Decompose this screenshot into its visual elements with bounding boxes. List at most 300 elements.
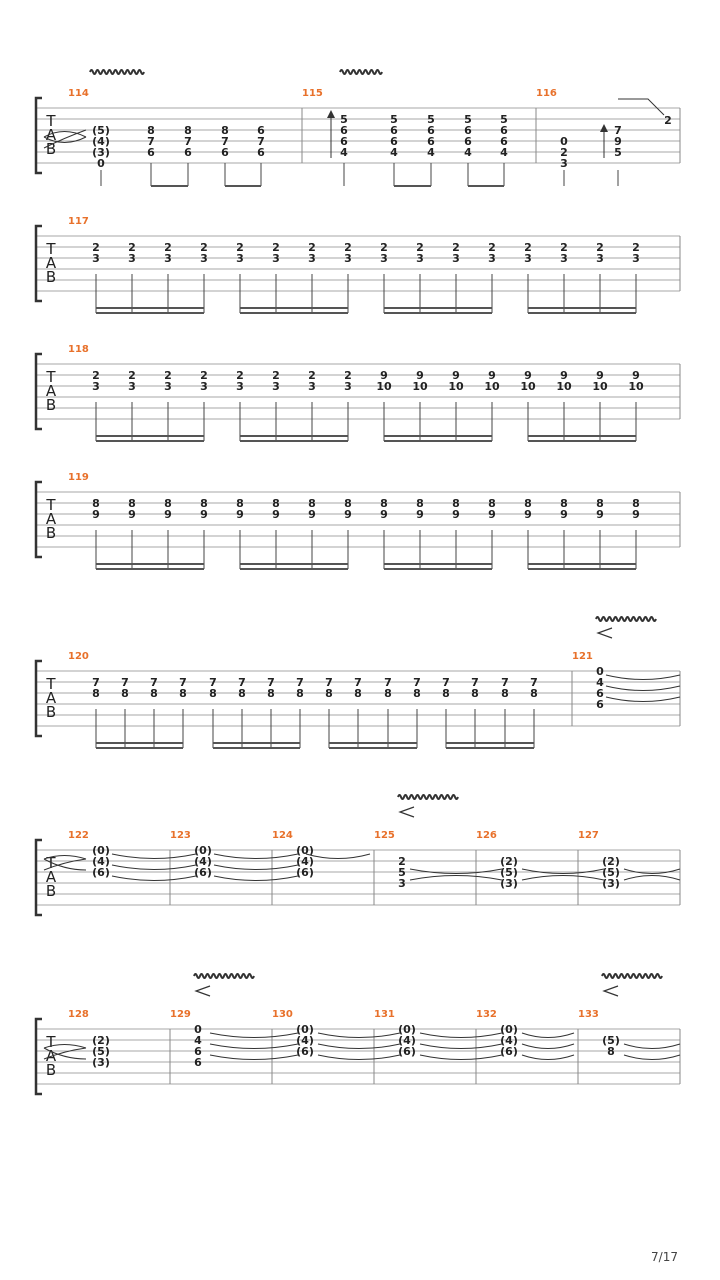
tie xyxy=(112,876,196,881)
fret-number: 7 xyxy=(238,676,246,689)
fret-number: 9 xyxy=(128,508,136,521)
fret-number: 2 xyxy=(398,855,406,868)
fret-number: (2) xyxy=(92,1034,110,1047)
tab-clef-b: B xyxy=(45,882,57,900)
fret-number: 2 xyxy=(452,241,460,254)
fret-number: 2 xyxy=(488,241,496,254)
fret-number: 7 xyxy=(184,135,192,148)
fret-number: 2 xyxy=(236,369,244,382)
fret-number: 9 xyxy=(380,369,388,382)
fret-number: 2 xyxy=(344,369,352,382)
fret-number: 8 xyxy=(308,497,316,510)
fret-number: 7 xyxy=(92,676,100,689)
fret-number: 7 xyxy=(442,676,450,689)
fret-number: 7 xyxy=(179,676,187,689)
tie xyxy=(210,1033,298,1038)
tie xyxy=(420,1055,502,1060)
fret-number: 6 xyxy=(464,124,472,137)
fret-number: 6 xyxy=(194,1045,202,1058)
tie xyxy=(318,1055,400,1060)
tie xyxy=(318,1044,400,1049)
fret-number: 3 xyxy=(128,252,136,265)
tab-clef-t: T xyxy=(46,854,56,872)
fret-number: 6 xyxy=(427,135,435,148)
fret-number: (0) xyxy=(296,844,314,857)
fret-number: 8 xyxy=(92,687,100,700)
fret-number: 9 xyxy=(524,508,532,521)
tie xyxy=(420,1033,502,1038)
fret-number: 2 xyxy=(272,241,280,254)
fret-number: 8 xyxy=(267,687,275,700)
fret-number: (4) xyxy=(296,855,314,868)
measure-number: 119 xyxy=(68,472,89,483)
fret-number: 3 xyxy=(200,252,208,265)
tab-clef-b: B xyxy=(45,140,57,158)
fret-number: 9 xyxy=(236,508,244,521)
tab-clef-a: A xyxy=(45,510,57,528)
fret-number: 4 xyxy=(390,146,398,159)
tab-clef-t: T xyxy=(46,240,56,258)
tab-clef-t: T xyxy=(46,368,56,386)
fret-number: 0 xyxy=(560,135,568,148)
system-bracket xyxy=(36,482,42,557)
fret-number: 3 xyxy=(416,252,424,265)
fret-number: (0) xyxy=(398,1023,416,1036)
fret-number: 6 xyxy=(500,135,508,148)
fret-number: 5 xyxy=(427,113,435,126)
fret-number: (5) xyxy=(602,866,620,879)
tab-clef-a: A xyxy=(45,382,57,400)
fret-number: (4) xyxy=(194,855,212,868)
fret-number: 3 xyxy=(344,380,352,393)
fret-number: 2 xyxy=(308,241,316,254)
fret-number: 8 xyxy=(184,124,192,137)
tie xyxy=(214,876,298,881)
measure-number: 131 xyxy=(374,1009,395,1020)
tab-clef-b: B xyxy=(45,1061,57,1079)
tie xyxy=(112,865,196,870)
fret-number: 8 xyxy=(344,497,352,510)
tie xyxy=(210,1044,298,1049)
tie xyxy=(306,854,370,859)
fret-number: 10 xyxy=(412,380,428,393)
fret-number: 9 xyxy=(452,369,460,382)
fret-number: 3 xyxy=(92,252,100,265)
measure-number: 127 xyxy=(578,830,599,841)
vibrato-mark xyxy=(596,617,656,621)
fret-number: 9 xyxy=(488,369,496,382)
fret-number: (6) xyxy=(296,1045,314,1058)
fret-number: 9 xyxy=(416,508,424,521)
fret-number: 2 xyxy=(560,241,568,254)
tab-clef-t: T xyxy=(46,496,56,514)
measure-number: 117 xyxy=(68,216,89,227)
vibrato-mark xyxy=(602,974,662,978)
fret-number: 9 xyxy=(272,508,280,521)
fret-number: 9 xyxy=(596,369,604,382)
measure-number: 122 xyxy=(68,830,89,841)
fret-number: 2 xyxy=(272,369,280,382)
fret-number: 9 xyxy=(416,369,424,382)
fret-number: (6) xyxy=(398,1045,416,1058)
fret-number: (6) xyxy=(194,866,212,879)
fret-number: 2 xyxy=(344,241,352,254)
fret-number: (5) xyxy=(92,1045,110,1058)
fret-number: 0 xyxy=(194,1023,202,1036)
fret-number: 9 xyxy=(614,135,622,148)
fret-number: 7 xyxy=(147,135,155,148)
measure-number: 116 xyxy=(536,88,557,99)
fret-number: 5 xyxy=(340,113,348,126)
tie xyxy=(420,1044,502,1049)
fret-number: 4 xyxy=(464,146,472,159)
fret-number: (4) xyxy=(296,1034,314,1047)
crescendo-mark xyxy=(598,628,612,638)
fret-number: 8 xyxy=(221,124,229,137)
tab-clef-a: A xyxy=(45,689,57,707)
fret-number: 3 xyxy=(560,157,568,170)
fret-number: 8 xyxy=(209,687,217,700)
tie xyxy=(112,854,196,859)
fret-number: 10 xyxy=(484,380,500,393)
fret-number: 7 xyxy=(121,676,129,689)
fret-number: 8 xyxy=(452,497,460,510)
fret-number: 2 xyxy=(380,241,388,254)
system-bracket xyxy=(36,1019,42,1094)
tie xyxy=(624,1055,680,1060)
fret-number: 7 xyxy=(267,676,275,689)
fret-number: 7 xyxy=(471,676,479,689)
system-bracket xyxy=(36,226,42,301)
fret-number: (5) xyxy=(500,866,518,879)
fret-number: 4 xyxy=(194,1034,202,1047)
fret-number: (0) xyxy=(92,844,110,857)
fret-number: 8 xyxy=(121,687,129,700)
fret-number: (6) xyxy=(296,866,314,879)
fret-number: 3 xyxy=(200,380,208,393)
fret-number: 8 xyxy=(92,497,100,510)
fret-number: 9 xyxy=(632,369,640,382)
fret-number: 8 xyxy=(236,497,244,510)
fret-number: 8 xyxy=(354,687,362,700)
measure-number: 128 xyxy=(68,1009,89,1020)
fret-number: 3 xyxy=(128,380,136,393)
fret-number: 8 xyxy=(596,497,604,510)
measure-number: 124 xyxy=(272,830,293,841)
fret-number: 8 xyxy=(296,687,304,700)
fret-number: 2 xyxy=(200,369,208,382)
fret-number: 3 xyxy=(164,380,172,393)
fret-number: 7 xyxy=(354,676,362,689)
fret-number: 4 xyxy=(596,676,604,689)
tab-clef-a: A xyxy=(45,1047,57,1065)
fret-number: 3 xyxy=(380,252,388,265)
tie xyxy=(624,876,680,881)
tab-clef-b: B xyxy=(45,396,57,414)
fret-number: (0) xyxy=(500,1023,518,1036)
tie xyxy=(318,1033,400,1038)
measure-number: 120 xyxy=(68,651,89,662)
fret-number: 2 xyxy=(92,369,100,382)
fret-number: 6 xyxy=(184,146,192,159)
fret-number: 10 xyxy=(448,380,464,393)
fret-number: 3 xyxy=(488,252,496,265)
fret-number: 5 xyxy=(614,146,622,159)
fret-number: (6) xyxy=(92,866,110,879)
tab-clef-a: A xyxy=(45,868,57,886)
measure-number: 115 xyxy=(302,88,323,99)
fret-number: 3 xyxy=(236,380,244,393)
tie xyxy=(522,869,604,874)
measure-number: 129 xyxy=(170,1009,191,1020)
tab-clef-a: A xyxy=(45,254,57,272)
strum-arrow-head xyxy=(327,110,335,118)
fret-number: 8 xyxy=(471,687,479,700)
fret-number: (3) xyxy=(500,877,518,890)
tie xyxy=(410,869,502,874)
fret-number: 3 xyxy=(308,252,316,265)
tie xyxy=(522,876,604,881)
fret-number: 0 xyxy=(596,665,604,678)
fret-number: 8 xyxy=(150,687,158,700)
fret-number: 3 xyxy=(452,252,460,265)
tie xyxy=(606,675,680,680)
fret-number: 6 xyxy=(194,1056,202,1069)
system-bracket xyxy=(36,98,42,173)
tie xyxy=(522,1055,574,1060)
tab-clef-t: T xyxy=(46,675,56,693)
tie xyxy=(214,854,298,859)
measure-number: 114 xyxy=(68,88,89,99)
fret-number: 2 xyxy=(524,241,532,254)
fret-number: 8 xyxy=(524,497,532,510)
fret-number: 2 xyxy=(128,241,136,254)
fret-number: 7 xyxy=(221,135,229,148)
fret-number: 3 xyxy=(524,252,532,265)
fret-number: 8 xyxy=(128,497,136,510)
fret-number: (2) xyxy=(500,855,518,868)
fret-number: 6 xyxy=(257,124,265,137)
fret-number: 6 xyxy=(390,124,398,137)
vibrato-mark xyxy=(340,70,382,74)
crescendo-mark xyxy=(196,986,210,996)
tab-clef-t: T xyxy=(46,112,56,130)
fret-number: 3 xyxy=(632,252,640,265)
vibrato-mark xyxy=(90,70,144,74)
tab-clef-b: B xyxy=(45,524,57,542)
fret-number: 7 xyxy=(257,135,265,148)
fret-number: (5) xyxy=(602,1034,620,1047)
fret-number: (4) xyxy=(92,855,110,868)
fret-number: 8 xyxy=(416,497,424,510)
fret-number: 9 xyxy=(164,508,172,521)
fret-number: 8 xyxy=(501,687,509,700)
tab-clef-t: T xyxy=(46,1033,56,1051)
fret-number: 9 xyxy=(560,369,568,382)
fret-number: 9 xyxy=(560,508,568,521)
crescendo-mark xyxy=(400,807,414,817)
fret-number: 8 xyxy=(272,497,280,510)
fret-number: 2 xyxy=(200,241,208,254)
fret-number: 3 xyxy=(236,252,244,265)
fret-number: 8 xyxy=(560,497,568,510)
fret-number: 8 xyxy=(384,687,392,700)
fret-number: 9 xyxy=(596,508,604,521)
fret-number: 8 xyxy=(413,687,421,700)
fret-number: 3 xyxy=(596,252,604,265)
fret-number: 3 xyxy=(560,252,568,265)
fret-number: 7 xyxy=(501,676,509,689)
fret-number: 5 xyxy=(500,113,508,126)
system-bracket xyxy=(36,661,42,736)
fret-number: 7 xyxy=(325,676,333,689)
fret-number: 5 xyxy=(390,113,398,126)
tab-clef-b: B xyxy=(45,268,57,286)
fret-number: 3 xyxy=(398,877,406,890)
fret-number: 2 xyxy=(128,369,136,382)
fret-number: 7 xyxy=(413,676,421,689)
fret-number: (6) xyxy=(500,1045,518,1058)
fret-number: 8 xyxy=(442,687,450,700)
fret-number: 4 xyxy=(500,146,508,159)
fret-number: 2 xyxy=(632,241,640,254)
system-bracket xyxy=(36,840,42,915)
fret-number: 6 xyxy=(340,124,348,137)
fret-number: 9 xyxy=(524,369,532,382)
fret-number: 2 xyxy=(596,241,604,254)
fret-number: 10 xyxy=(520,380,536,393)
fret-number: 8 xyxy=(147,124,155,137)
fret-number: 7 xyxy=(530,676,538,689)
fret-number: 7 xyxy=(150,676,158,689)
tab-clef-b: B xyxy=(45,703,57,721)
fret-number: (4) xyxy=(398,1034,416,1047)
fret-number: 3 xyxy=(92,380,100,393)
fret-number: 5 xyxy=(398,866,406,879)
fret-number: 9 xyxy=(632,508,640,521)
vibrato-mark xyxy=(398,795,458,799)
fret-number: 8 xyxy=(179,687,187,700)
fret-number: 6 xyxy=(427,124,435,137)
fret-number: 9 xyxy=(344,508,352,521)
fret-number: 3 xyxy=(272,252,280,265)
fret-number: 8 xyxy=(164,497,172,510)
fret-number: 2 xyxy=(236,241,244,254)
fret-number: 2 xyxy=(164,369,172,382)
tie xyxy=(606,686,680,691)
fret-number: (0) xyxy=(296,1023,314,1036)
fret-number: 6 xyxy=(390,135,398,148)
fret-number: 3 xyxy=(308,380,316,393)
fret-number: (2) xyxy=(602,855,620,868)
fret-number: (4) xyxy=(500,1034,518,1047)
fret-number: 8 xyxy=(530,687,538,700)
tie xyxy=(624,1044,680,1049)
fret-number: 5 xyxy=(464,113,472,126)
fret-number: 8 xyxy=(488,497,496,510)
fret-number: 4 xyxy=(340,146,348,159)
tie xyxy=(624,869,680,874)
fret-number: 10 xyxy=(376,380,392,393)
fret-number: 3 xyxy=(344,252,352,265)
tab-clef-a: A xyxy=(45,126,57,144)
tie xyxy=(606,697,680,702)
fret-number: 7 xyxy=(384,676,392,689)
vibrato-mark xyxy=(194,974,254,978)
fret-number: 6 xyxy=(257,146,265,159)
page-number: 7/17 xyxy=(651,1250,678,1264)
annotation-number: 2 xyxy=(664,114,672,127)
fret-number: 7 xyxy=(614,124,622,137)
fret-number: 2 xyxy=(164,241,172,254)
fret-number: 9 xyxy=(308,508,316,521)
fret-number: 6 xyxy=(147,146,155,159)
fret-number: 9 xyxy=(92,508,100,521)
fret-number: 9 xyxy=(380,508,388,521)
fret-number: 7 xyxy=(209,676,217,689)
measure-number: 121 xyxy=(572,651,593,662)
fret-number: 8 xyxy=(238,687,246,700)
measure-number: 130 xyxy=(272,1009,293,1020)
fret-number: (3) xyxy=(92,1056,110,1069)
crescendo-mark xyxy=(604,986,618,996)
fret-number: 2 xyxy=(308,369,316,382)
measure-number: 133 xyxy=(578,1009,599,1020)
fret-number: (0) xyxy=(194,844,212,857)
fret-number: 8 xyxy=(200,497,208,510)
fret-number: 6 xyxy=(596,698,604,711)
fret-number: 2 xyxy=(92,241,100,254)
measure-number: 123 xyxy=(170,830,191,841)
fret-number: 3 xyxy=(164,252,172,265)
measure-number: 125 xyxy=(374,830,395,841)
fret-number: 10 xyxy=(556,380,572,393)
strum-arrow-head xyxy=(600,124,608,132)
fret-number: 6 xyxy=(596,687,604,700)
fret-number: 6 xyxy=(221,146,229,159)
fret-number: 2 xyxy=(416,241,424,254)
fret-number: 8 xyxy=(325,687,333,700)
fret-number: 6 xyxy=(340,135,348,148)
tie xyxy=(410,876,502,881)
fret-number: 2 xyxy=(560,146,568,159)
tie xyxy=(522,1044,574,1049)
fret-number: 9 xyxy=(452,508,460,521)
fret-number: (4) xyxy=(92,135,110,148)
fret-number: 3 xyxy=(272,380,280,393)
fret-number: 6 xyxy=(500,124,508,137)
fret-number: 8 xyxy=(632,497,640,510)
hold-line xyxy=(618,99,664,115)
measure-number: 118 xyxy=(68,344,89,355)
fret-number: 9 xyxy=(488,508,496,521)
measure-number: 132 xyxy=(476,1009,497,1020)
fret-number: (3) xyxy=(602,877,620,890)
measure-number: 126 xyxy=(476,830,497,841)
tie xyxy=(522,1033,574,1038)
fret-number: 7 xyxy=(296,676,304,689)
fret-number: (5) xyxy=(92,124,110,137)
tie xyxy=(214,865,298,870)
fret-number: 9 xyxy=(200,508,208,521)
fret-number: 6 xyxy=(464,135,472,148)
fret-number: 0 xyxy=(97,157,105,170)
fret-number: 10 xyxy=(592,380,608,393)
fret-number: 10 xyxy=(628,380,644,393)
fret-number: (3) xyxy=(92,146,110,159)
fret-number: 8 xyxy=(607,1045,615,1058)
system-bracket xyxy=(36,354,42,429)
